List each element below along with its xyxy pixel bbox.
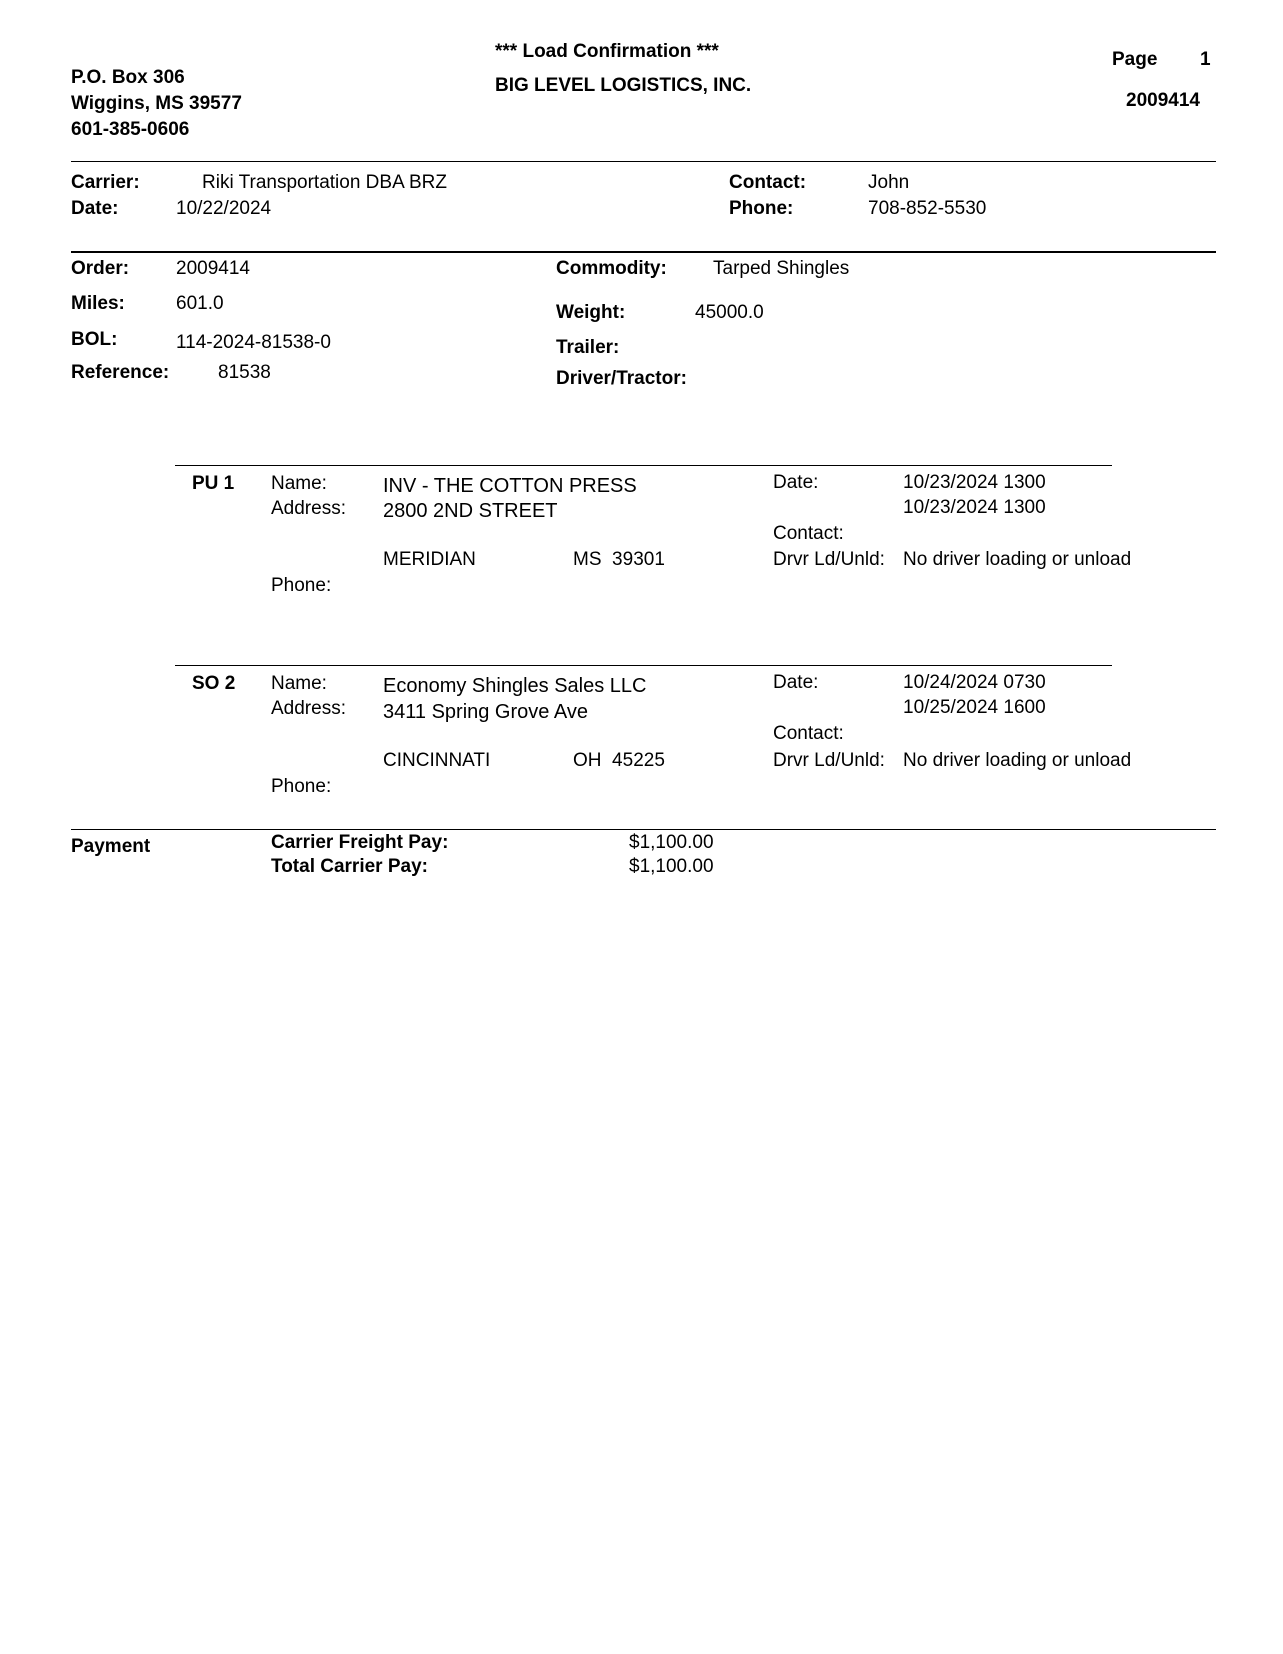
miles-value: 601.0 bbox=[176, 293, 224, 314]
date-label: Date: bbox=[71, 198, 119, 219]
carrier-freight-pay-label: Carrier Freight Pay: bbox=[271, 832, 449, 853]
divider bbox=[71, 161, 1216, 162]
weight-value: 45000.0 bbox=[695, 302, 764, 323]
divider bbox=[71, 829, 1216, 830]
company-address-line2: Wiggins, MS 39577 bbox=[71, 93, 242, 114]
page-number: 1 bbox=[1200, 49, 1211, 70]
stop-date-1: 10/24/2024 0730 bbox=[903, 672, 1046, 693]
order-label: Order: bbox=[71, 258, 130, 279]
stop-contact-label: Contact: bbox=[773, 523, 844, 544]
stop-drvr-label: Drvr Ld/Unld: bbox=[773, 750, 885, 771]
stop-address: 3411 Spring Grove Ave bbox=[383, 701, 588, 723]
stop-address: 2800 2ND STREET bbox=[383, 500, 558, 522]
company-address-line1: P.O. Box 306 bbox=[71, 67, 185, 88]
miles-label: Miles: bbox=[71, 293, 125, 314]
stop-date-2: 10/23/2024 1300 bbox=[903, 497, 1046, 518]
divider bbox=[175, 665, 1112, 666]
stop-city: CINCINNATI bbox=[383, 750, 491, 771]
stop-drvr-value: No driver loading or unload bbox=[903, 549, 1132, 570]
stop-code: PU 1 bbox=[192, 473, 235, 494]
stop-contact-label: Contact: bbox=[773, 723, 844, 744]
driver-tractor-label: Driver/Tractor: bbox=[556, 368, 687, 389]
carrier-label: Carrier: bbox=[71, 172, 140, 193]
reference-value: 81538 bbox=[218, 362, 271, 383]
reference-label: Reference: bbox=[71, 362, 170, 383]
phone-value: 708-852-5530 bbox=[868, 198, 987, 219]
company-phone: 601-385-0606 bbox=[71, 119, 190, 140]
document-title: *** Load Confirmation *** bbox=[495, 41, 719, 62]
bol-label: BOL: bbox=[71, 329, 118, 350]
date-value: 10/22/2024 bbox=[176, 198, 272, 219]
stop-date-1: 10/23/2024 1300 bbox=[903, 472, 1046, 493]
stop-name: INV - THE COTTON PRESS bbox=[383, 475, 637, 497]
divider bbox=[175, 465, 1112, 466]
order-value: 2009414 bbox=[176, 258, 250, 279]
total-carrier-pay-label: Total Carrier Pay: bbox=[271, 856, 428, 877]
stop-city: MERIDIAN bbox=[383, 549, 476, 570]
total-carrier-pay-value: $1,100.00 bbox=[629, 856, 714, 877]
payment-label: Payment bbox=[71, 836, 151, 857]
stop-drvr-label: Drvr Ld/Unld: bbox=[773, 549, 885, 570]
commodity-value: Tarped Shingles bbox=[713, 258, 850, 279]
stop-address-label: Address: bbox=[271, 498, 346, 519]
weight-label: Weight: bbox=[556, 302, 626, 323]
stop-phone-label: Phone: bbox=[271, 776, 332, 797]
trailer-label: Trailer: bbox=[556, 337, 620, 358]
contact-label: Contact: bbox=[729, 172, 807, 193]
stop-name-label: Name: bbox=[271, 473, 327, 494]
bol-value: 114-2024-81538-0 bbox=[176, 332, 331, 353]
stop-state-zip: OH 45225 bbox=[573, 750, 665, 771]
stop-code: SO 2 bbox=[192, 673, 236, 694]
stop-drvr-value: No driver loading or unload bbox=[903, 750, 1132, 771]
stop-name: Economy Shingles Sales LLC bbox=[383, 675, 647, 697]
stop-state-zip: MS 39301 bbox=[573, 549, 665, 570]
carrier-value: Riki Transportation DBA BRZ bbox=[202, 172, 447, 193]
phone-label: Phone: bbox=[729, 198, 794, 219]
stop-date-label: Date: bbox=[773, 672, 819, 693]
header-order-number: 2009414 bbox=[1126, 90, 1200, 111]
carrier-freight-pay-value: $1,100.00 bbox=[629, 832, 714, 853]
contact-value: John bbox=[868, 172, 910, 193]
page-label: Page bbox=[1112, 49, 1158, 70]
company-name: BIG LEVEL LOGISTICS, INC. bbox=[495, 75, 752, 96]
stop-address-label: Address: bbox=[271, 698, 346, 719]
commodity-label: Commodity: bbox=[556, 258, 667, 279]
stop-date-label: Date: bbox=[773, 472, 819, 493]
stop-phone-label: Phone: bbox=[271, 575, 332, 596]
divider bbox=[71, 251, 1216, 253]
stop-name-label: Name: bbox=[271, 673, 327, 694]
stop-date-2: 10/25/2024 1600 bbox=[903, 697, 1046, 718]
